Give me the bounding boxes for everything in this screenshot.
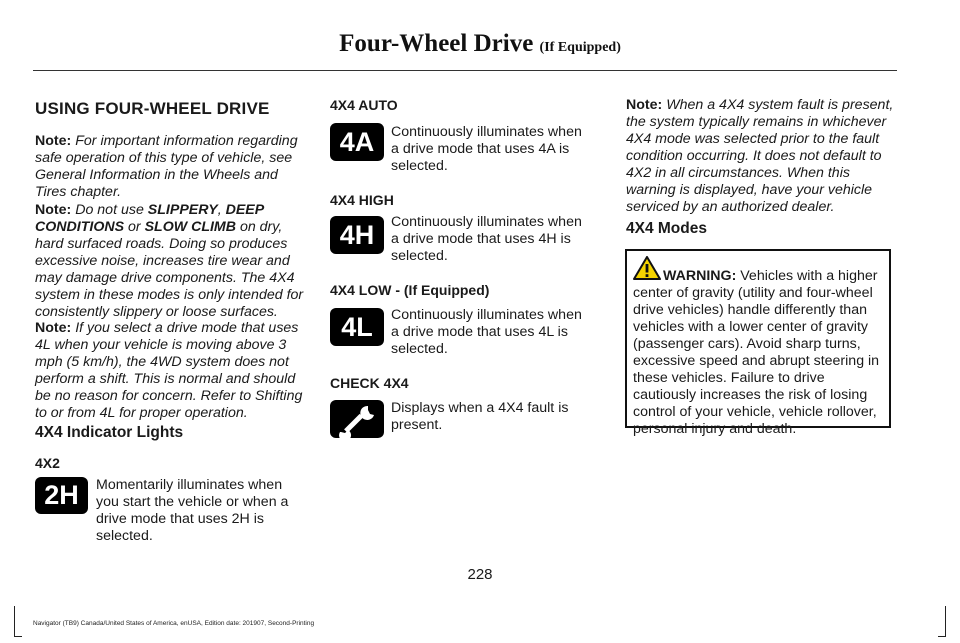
note-drive-modes: Note: Do not use SLIPPERY, DEEP CONDITIONS or SLOW CLIMB on dry, hard surfaced roads. Doing so produces excessive noise, increases tire wear and may damage drive components. The 4X4 system in these modes is only intended for consistently slippery or loose surfaces.: [35, 202, 304, 320]
indicator-badge-4a: 4A: [330, 123, 384, 161]
note-label: Note:: [35, 133, 72, 149]
section-heading: USING FOUR-WHEEL DRIVE: [35, 99, 270, 118]
crop-mark: [938, 636, 946, 637]
crop-mark: [945, 606, 946, 636]
page-title: [0, 30, 960, 58]
indicator-badge-2h: 2H: [35, 477, 88, 514]
note-label: Note:: [626, 97, 663, 113]
indicator-text-check-4x4: Displays when a 4X4 fault is present.: [391, 400, 569, 433]
page-number: 228: [467, 566, 493, 583]
note-text: If you select a drive mode that uses 4L when your vehicle is moving above 3 mph (5 km/h), the 4WD system does not perform a shift. This is normal and should be no reason for concern. Refer to Shifting to or from 4L for proper operation.: [35, 320, 303, 421]
indicator-label-4x4-low: 4X4 LOW - (If Equipped): [330, 282, 490, 298]
wrench-icon-graphic: [330, 400, 384, 438]
page-title-main: Four-Wheel Drive: [339, 30, 534, 57]
note-text: For important information regarding safe operation of this type of vehicle, see General Information in the Wheels and Tires chapter.: [35, 133, 298, 200]
indicator-label-4x4-auto: 4X4 AUTO: [330, 97, 398, 113]
crop-mark: [14, 606, 15, 636]
note-4l-shift: [35, 320, 307, 422]
note-text: When a 4X4 system fault is present, the system typically remains in whichever 4X4 mode was selected prior to the fault condition occurring. It does not default to 4X2 in all circumstances. When this warning is displayed, have your vehicle serviced by an authorized dealer.: [626, 97, 894, 215]
indicator-badge-4h: 4H: [330, 216, 384, 254]
footer-edition-info: Navigator (TB9) Canada/United States of America, enUSA, Edition date: 201907, Second-Printing: [33, 620, 315, 627]
note-label: Note:: [35, 320, 72, 336]
keyword-slow-climb: SLOW CLIMB: [144, 219, 236, 235]
warning-body: Vehicles with a higher center of gravity (utility and four-wheel drive vehicles) handle differently than vehicles with a lower center of gravity (passenger cars). Avoid sharp turns, excessive speed and abrupt steering in these vehicles. Failure to drive cautiously increases the risk of losing control of your vehicle, vehicle rollover, personal injury and death.: [633, 268, 880, 437]
indicator-text-4x4-low: Continuously illuminates when a drive mode that uses 4L is selected.: [391, 307, 582, 357]
note-text: Do not use: [75, 202, 148, 218]
header-divider: [33, 70, 897, 71]
indicator-text-4x4-high: Continuously illuminates when a drive mode that uses 4H is selected.: [391, 214, 582, 264]
subsection-heading: 4X4 Modes: [626, 220, 707, 237]
keyword-deep-conditions: DEEP CONDITIONS: [35, 202, 264, 235]
indicator-text-4x2: Momentarily illuminates when you start the vehicle or when a drive mode that uses 2H is selected.: [96, 477, 289, 544]
note-4x4-fault: [626, 97, 894, 216]
indicator-label-4x2: 4X2: [35, 455, 60, 471]
keyword-slippery: SLIPPERY: [147, 202, 218, 218]
page-title-subtitle: (If Equipped): [539, 40, 621, 55]
warning-text: [633, 268, 889, 438]
indicator-label-check-4x4: CHECK 4X4: [330, 375, 409, 391]
subsection-heading: 4X4 Indicator Lights: [35, 424, 184, 441]
indicator-text-4x4-auto: Continuously illuminates when a drive mode that uses 4A is selected.: [391, 124, 582, 174]
indicator-badge-4l: 4L: [330, 308, 384, 346]
warning-label: WARNING:: [663, 268, 737, 284]
note-safe-operation: [35, 133, 307, 201]
wrench-icon: [330, 400, 384, 438]
crop-mark: [14, 636, 22, 637]
note-label: Note:: [35, 202, 72, 218]
indicator-label-4x4-high: 4X4 HIGH: [330, 192, 394, 208]
